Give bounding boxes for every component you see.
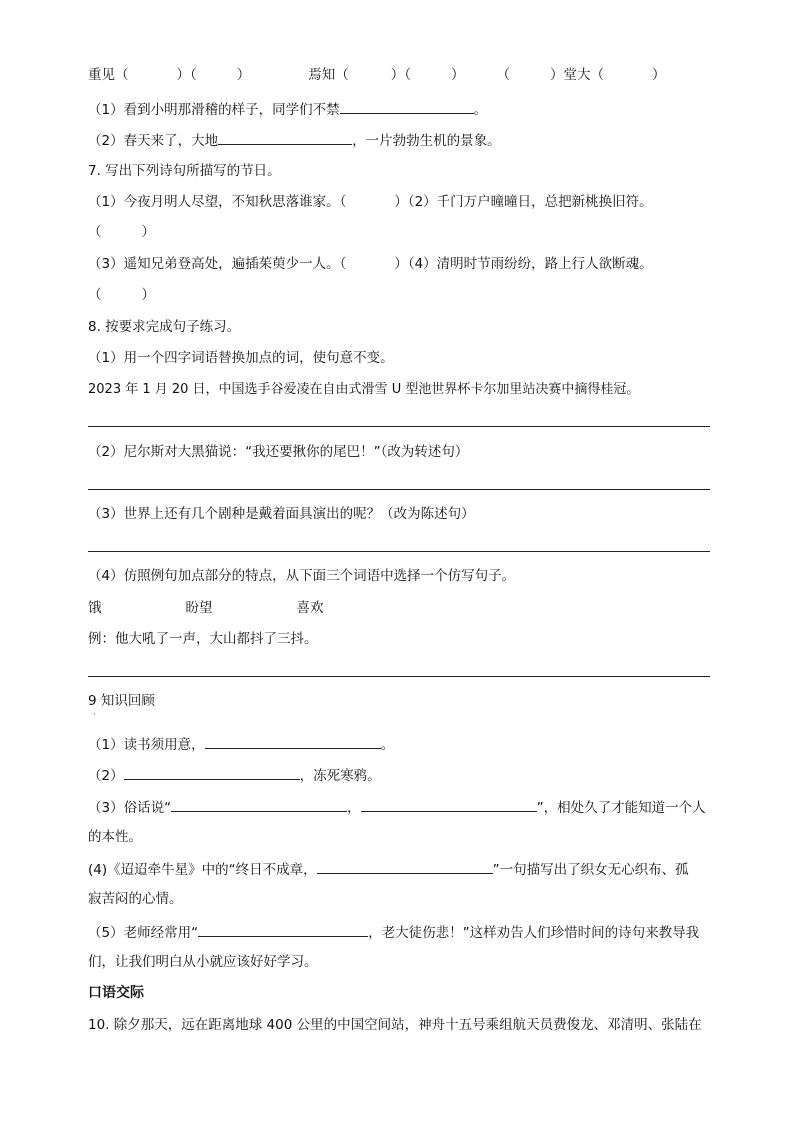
fill-sentence-2: （2）春天来了，大地 ，一片勃勃生机的景象。 xyxy=(88,130,501,150)
dot-mark: · xyxy=(93,710,96,719)
q8-sub-3: （3）世界上还有几个剧种是戴着面具演出的呢？（改为陈述句） xyxy=(88,506,475,522)
q8-sub-1: （1）用一个四字词语替换加点的词，使句意不变。 xyxy=(88,350,394,366)
blank-line[interactable] xyxy=(171,797,347,812)
example-sentence: 例：他大吼了一声，大山都抖了三抖。 xyxy=(88,631,318,647)
word-choices xyxy=(88,599,324,617)
word-xihuan: 喜欢 xyxy=(296,600,324,616)
q9-item-3-cont: 的本性。 xyxy=(88,829,142,845)
section-heading: 口语交际 xyxy=(88,985,144,1001)
q9-item-1: （1）读书须用意， 。 xyxy=(88,734,394,754)
blank-line[interactable] xyxy=(317,859,493,874)
q8-sub-2: （2）尼尔斯对大黑猫说：“我还要揪你的尾巴！”（改为转述句） xyxy=(88,444,469,460)
q7-line-3: （3）遥知兄弟登高处，遍插茱萸少一人。（ ）（4）清明时节雨纷纷，路上行人欲断魂。 xyxy=(88,256,653,272)
q7-title: 7. 写出下列诗句所描写的节日。 xyxy=(88,163,281,179)
answer-line[interactable] xyxy=(88,426,710,427)
q7-line-4: （ ） xyxy=(88,287,155,303)
blank-line[interactable] xyxy=(218,130,352,145)
blank-line[interactable] xyxy=(361,797,537,812)
blank-line[interactable] xyxy=(205,734,381,749)
word-chongjian: 重见（ xyxy=(88,67,129,83)
answer-line[interactable] xyxy=(88,676,710,677)
word-panwang: 盼望 xyxy=(185,600,213,616)
word-row: 重见（ ）（ ） 焉知（ ）（ ） （ ）堂大（ ） xyxy=(88,67,666,83)
q9-item-3: （3）俗话说“ ， ”，相处久了才能知道一个人 xyxy=(88,797,706,817)
q10-text: 10. 除夕那天，远在距离地球 400 公里的中国空间站，神舟十五号乘组航天员费俊龙、邓清明、张陆在 xyxy=(88,1017,702,1033)
q9-item-5: （5）老师经常用“ ，老大徒伤悲！”这样劝告人们珍惜时间的诗句来教导我 xyxy=(88,922,699,942)
answer-line[interactable] xyxy=(88,489,710,490)
word-yanzhi: 焉知（ xyxy=(308,67,349,83)
q8-title: 8. 按要求完成句子练习。 xyxy=(88,319,241,335)
q8-sub-4: （4）仿照例句加点部分的特点，从下面三个词语中选择一个仿写句子。 xyxy=(88,568,516,584)
q9-item-5-cont: 们，让我们明白从小就应该好好学习。 xyxy=(88,954,318,970)
q8-sub-1-text: 2023 年 1 月 20 日，中国选手谷爱凌在自由式滑雪 U 型池世界杯卡尔加里站决赛中摘得桂冠。 xyxy=(88,382,640,397)
q7-line-1: （1）今夜月明人尽望，不知秋思落谁家。（ ）（2）千门万户曈曈日，总把新桃换旧符。 xyxy=(88,194,653,210)
word-tangda: ）堂大（ xyxy=(550,67,604,83)
blank-line[interactable] xyxy=(198,922,368,937)
answer-line[interactable] xyxy=(88,551,710,552)
blank-line[interactable] xyxy=(340,99,474,114)
q9-item-4: (4)《迢迢牵牛星》中的“终日不成章， ”一句描写出了织女无心织布、孤 xyxy=(88,859,689,879)
q9-title: 9 知识回顾 xyxy=(88,693,155,709)
q9-item-2: （2） ，冻死寒鸦。 xyxy=(88,765,381,785)
q9-item-4-cont: 寂苦闷的心情。 xyxy=(88,891,183,907)
blank-line[interactable] xyxy=(124,765,300,780)
q7-line-2: （ ） xyxy=(88,224,155,240)
fill-sentence-1: （1）看到小明那滑稽的样子，同学们不禁 。 xyxy=(88,99,487,119)
word-e: 饿 xyxy=(88,600,102,616)
